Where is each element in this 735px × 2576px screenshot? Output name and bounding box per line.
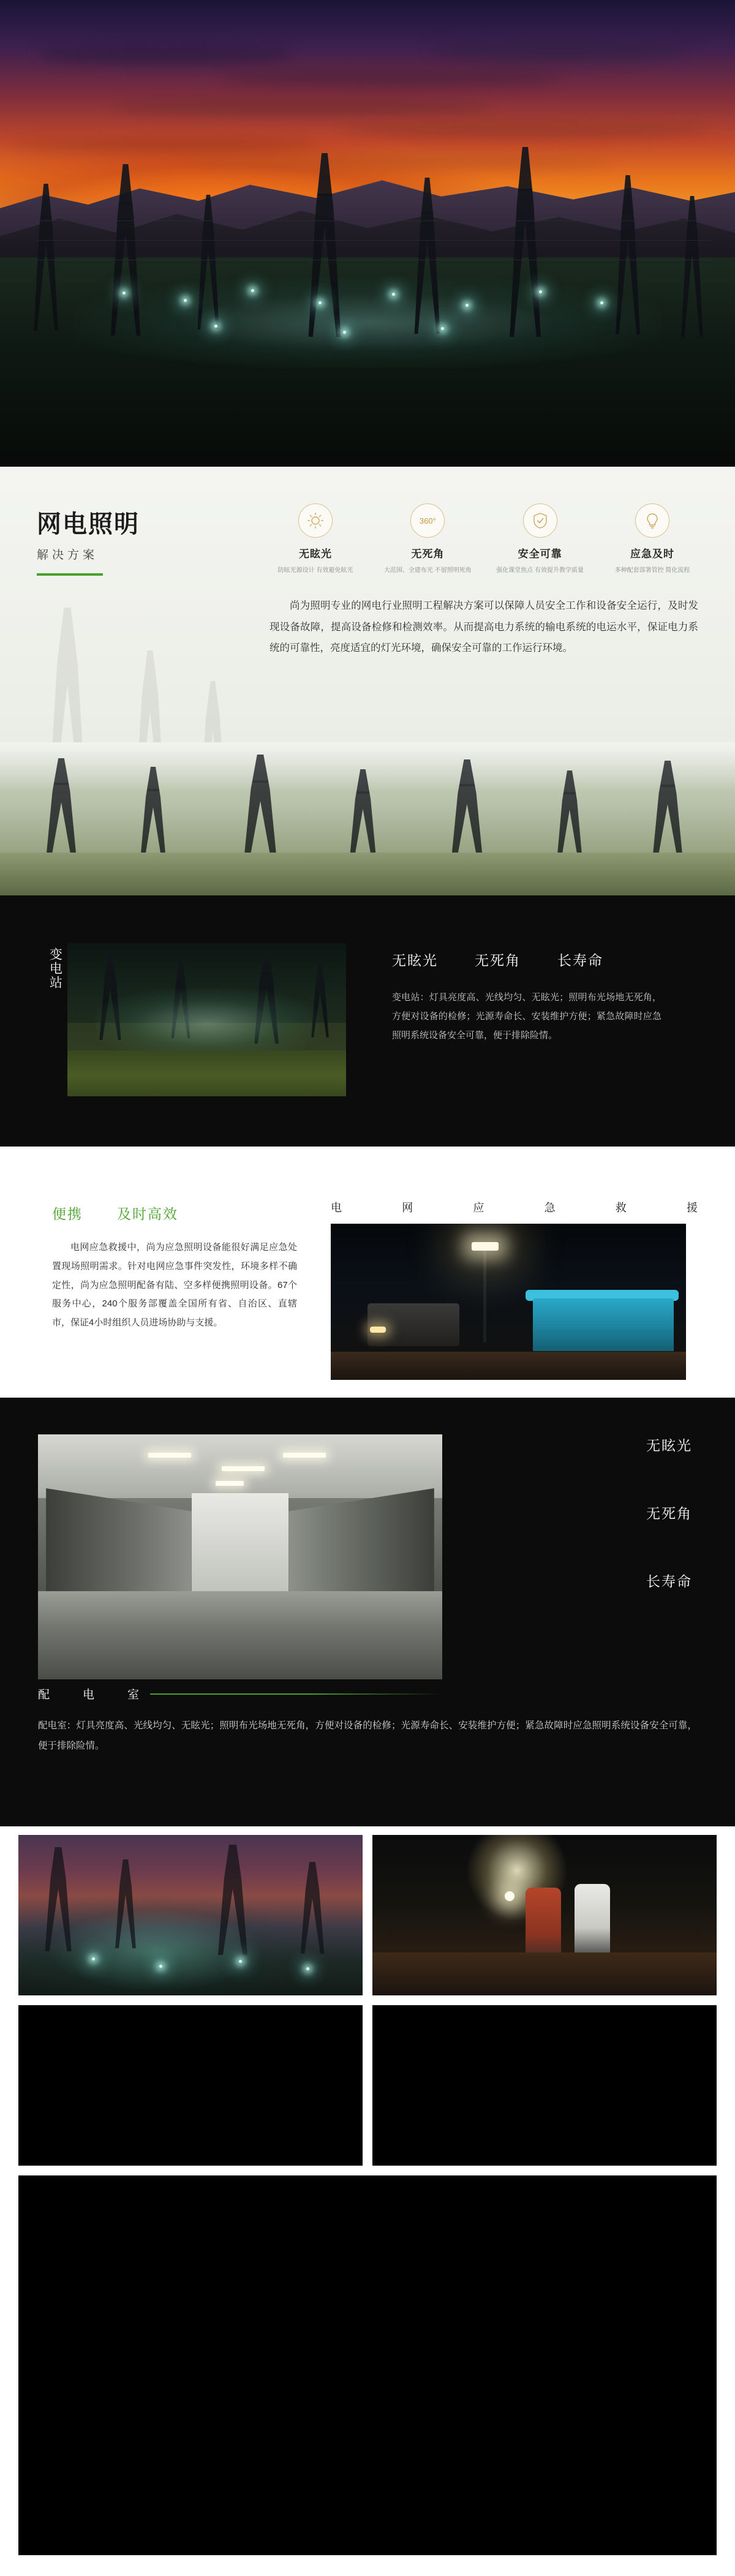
emergency-rescue-photo bbox=[331, 1224, 686, 1380]
gallery-section bbox=[0, 1826, 735, 2576]
feature-name: 无死角 bbox=[411, 548, 445, 560]
solution-paragraph: 尚为照明专业的网电行业照明工程解决方案可以保障人员安全工作和设备安全运行，及时发现设备故障，提高设备检修和检测效率。从而提高电力系统的输电系统的电运水平，保证电力系统的可靠性，亮度适宜的灯光环境，确保安全可靠的工作运行环境。 bbox=[270, 600, 698, 654]
solution-photo bbox=[0, 742, 735, 895]
gallery-item[interactable] bbox=[18, 2175, 717, 2555]
yard-lamp bbox=[343, 331, 346, 334]
kicker-char: 应 bbox=[473, 1202, 485, 1214]
portable-section bbox=[0, 1147, 735, 1398]
substation-headings bbox=[392, 949, 603, 970]
feature-desc: 多种配套部署管控 简化流程 bbox=[614, 567, 690, 574]
transmission-tower-icon bbox=[24, 758, 98, 868]
photo-lighting-glow bbox=[96, 989, 318, 1058]
shield-icon bbox=[523, 503, 557, 538]
portable-headings bbox=[52, 1203, 178, 1223]
feature-list bbox=[270, 503, 698, 576]
heading-no-blindspot: 无死角 bbox=[646, 1505, 692, 1521]
yard-lamp bbox=[92, 1957, 95, 1960]
heading-efficient: 及时高效 bbox=[117, 1206, 178, 1222]
emergency-floodlight-icon bbox=[472, 1242, 499, 1251]
yard-lamp bbox=[214, 325, 217, 328]
gallery-item[interactable] bbox=[18, 1835, 363, 1995]
caption-char: 室 bbox=[127, 1689, 141, 1701]
portable-paragraph: 电网应急救援中，尚为应急照明设备能很好满足应急处置现场照明需求。针对电网应急事件突发性，环境多样不确定性，尚为应急照明配备有陆、空多样便携照明设备。67个服务中心，240个服务部覆盖全国所有省、自治区、直辖市，保证4小时组织人员进场协助与支援。 bbox=[52, 1242, 297, 1328]
cloud bbox=[37, 43, 294, 65]
cloud bbox=[221, 67, 564, 86]
ceiling-light bbox=[283, 1453, 326, 1458]
360-icon bbox=[410, 503, 445, 538]
substation-paragraph: 变电站：灯具亮度高、光线均匀、无眩光；照明布光场地无死角，方便对设备的检修；光源寿命长、安装维护方便；紧急故障时应急照明系统设备安全可靠，便于排除险情。 bbox=[392, 992, 662, 1041]
photo-tower-group bbox=[0, 755, 735, 865]
light-mast bbox=[483, 1251, 486, 1343]
title-underline bbox=[37, 573, 103, 576]
feature-name: 无眩光 bbox=[299, 548, 332, 560]
photo-ground bbox=[331, 1352, 686, 1380]
ceiling-light bbox=[216, 1481, 244, 1486]
heading-portable: 便携 bbox=[52, 1206, 83, 1222]
kicker-char: 援 bbox=[686, 1202, 698, 1214]
heading-long-life: 长寿命 bbox=[646, 1573, 692, 1589]
substation-dusk-photo bbox=[18, 1835, 363, 1995]
kicker-char: 救 bbox=[615, 1202, 627, 1214]
feature-name: 安全可靠 bbox=[518, 548, 562, 560]
kicker-char: 电 bbox=[331, 1202, 342, 1214]
portable-kicker bbox=[331, 1199, 698, 1215]
yard-lamp bbox=[184, 299, 187, 302]
feature-item bbox=[606, 503, 698, 576]
kicker-char: 急 bbox=[544, 1202, 556, 1214]
feature-name: 应急及时 bbox=[630, 548, 674, 560]
ceiling-light bbox=[148, 1453, 191, 1458]
heading-no-glare: 无眩光 bbox=[646, 1437, 692, 1453]
photo-field bbox=[0, 853, 735, 895]
gallery-item[interactable] bbox=[18, 2005, 363, 2166]
bulb-icon bbox=[635, 503, 669, 538]
substation-photo bbox=[67, 943, 346, 1096]
heading-no-glare: 无眩光 bbox=[392, 952, 438, 968]
sun-icon bbox=[298, 503, 333, 538]
switchroom-caption bbox=[38, 1685, 442, 1702]
switchroom-section bbox=[0, 1398, 735, 1826]
solution-header bbox=[37, 505, 140, 576]
truck-headlight bbox=[370, 1327, 386, 1333]
feature-desc: 强化课堂焦点 有效提升教学质量 bbox=[496, 567, 584, 574]
yard-lamp bbox=[392, 293, 395, 296]
page-subtitle: 解决方案 bbox=[37, 549, 99, 562]
worker-figure bbox=[575, 1884, 610, 1964]
feature-desc: 大范围、全建布光 不留照明死角 bbox=[383, 567, 472, 574]
rescue-truck bbox=[368, 1303, 459, 1346]
feature-item bbox=[382, 503, 473, 576]
gallery-item[interactable] bbox=[372, 2005, 717, 2166]
yard-lamp bbox=[441, 327, 444, 330]
substation-section bbox=[0, 895, 735, 1147]
substation-vertical-label: 变电站 bbox=[48, 947, 62, 990]
feature-item bbox=[270, 503, 361, 576]
yard-lamp bbox=[123, 292, 126, 295]
feature-item bbox=[494, 503, 586, 576]
photo-grass bbox=[67, 1050, 346, 1096]
photo-ground bbox=[372, 1953, 717, 1995]
cloud bbox=[429, 37, 692, 61]
ceiling-light bbox=[222, 1466, 265, 1471]
yard-lamp bbox=[466, 304, 469, 307]
heading-long-life: 长寿命 bbox=[557, 952, 603, 968]
caption-text bbox=[38, 1685, 140, 1702]
yard-lamp bbox=[539, 290, 542, 293]
cloud bbox=[110, 98, 490, 114]
hero-banner bbox=[0, 0, 735, 467]
yard-lamp bbox=[251, 289, 254, 292]
yard-lamp bbox=[239, 1960, 242, 1963]
cloud bbox=[12, 138, 318, 151]
rescue-tent bbox=[533, 1298, 674, 1351]
switchroom-photo bbox=[38, 1434, 442, 1679]
headlamp-icon bbox=[505, 1891, 514, 1901]
power-line bbox=[37, 220, 710, 221]
kicker-char: 网 bbox=[402, 1202, 414, 1214]
switchroom-paragraph: 配电室：灯具亮度高、光线均匀、无眩光；照明布光场地无死角，方便对设备的检修；光源寿命长、安装维护方便；紧急故障时应急照明系统设备安全可靠，便于排除险情。 bbox=[38, 1720, 697, 1751]
caption-char: 配 bbox=[38, 1689, 51, 1701]
feature-desc: 防眩光源设计 有效避免眩光 bbox=[277, 567, 353, 574]
power-line bbox=[37, 240, 710, 241]
gallery-item[interactable] bbox=[372, 1835, 717, 1995]
caption-char: 电 bbox=[83, 1689, 96, 1701]
caption-rule bbox=[150, 1693, 442, 1695]
360-label: 360° bbox=[419, 516, 436, 525]
yard-lamp bbox=[318, 301, 322, 304]
page-title: 网电照明 bbox=[37, 511, 140, 538]
heading-no-blindspot: 无死角 bbox=[475, 952, 521, 968]
cloud bbox=[343, 122, 710, 137]
cloud bbox=[184, 156, 612, 168]
yard-lamp bbox=[159, 1965, 162, 1968]
yard-lamp bbox=[306, 1967, 309, 1970]
yard-lamp bbox=[600, 301, 603, 304]
solution-section bbox=[0, 467, 735, 895]
switchroom-headings bbox=[551, 1434, 692, 1638]
photo-floor bbox=[38, 1591, 442, 1679]
substation-yard-glow bbox=[74, 277, 662, 369]
